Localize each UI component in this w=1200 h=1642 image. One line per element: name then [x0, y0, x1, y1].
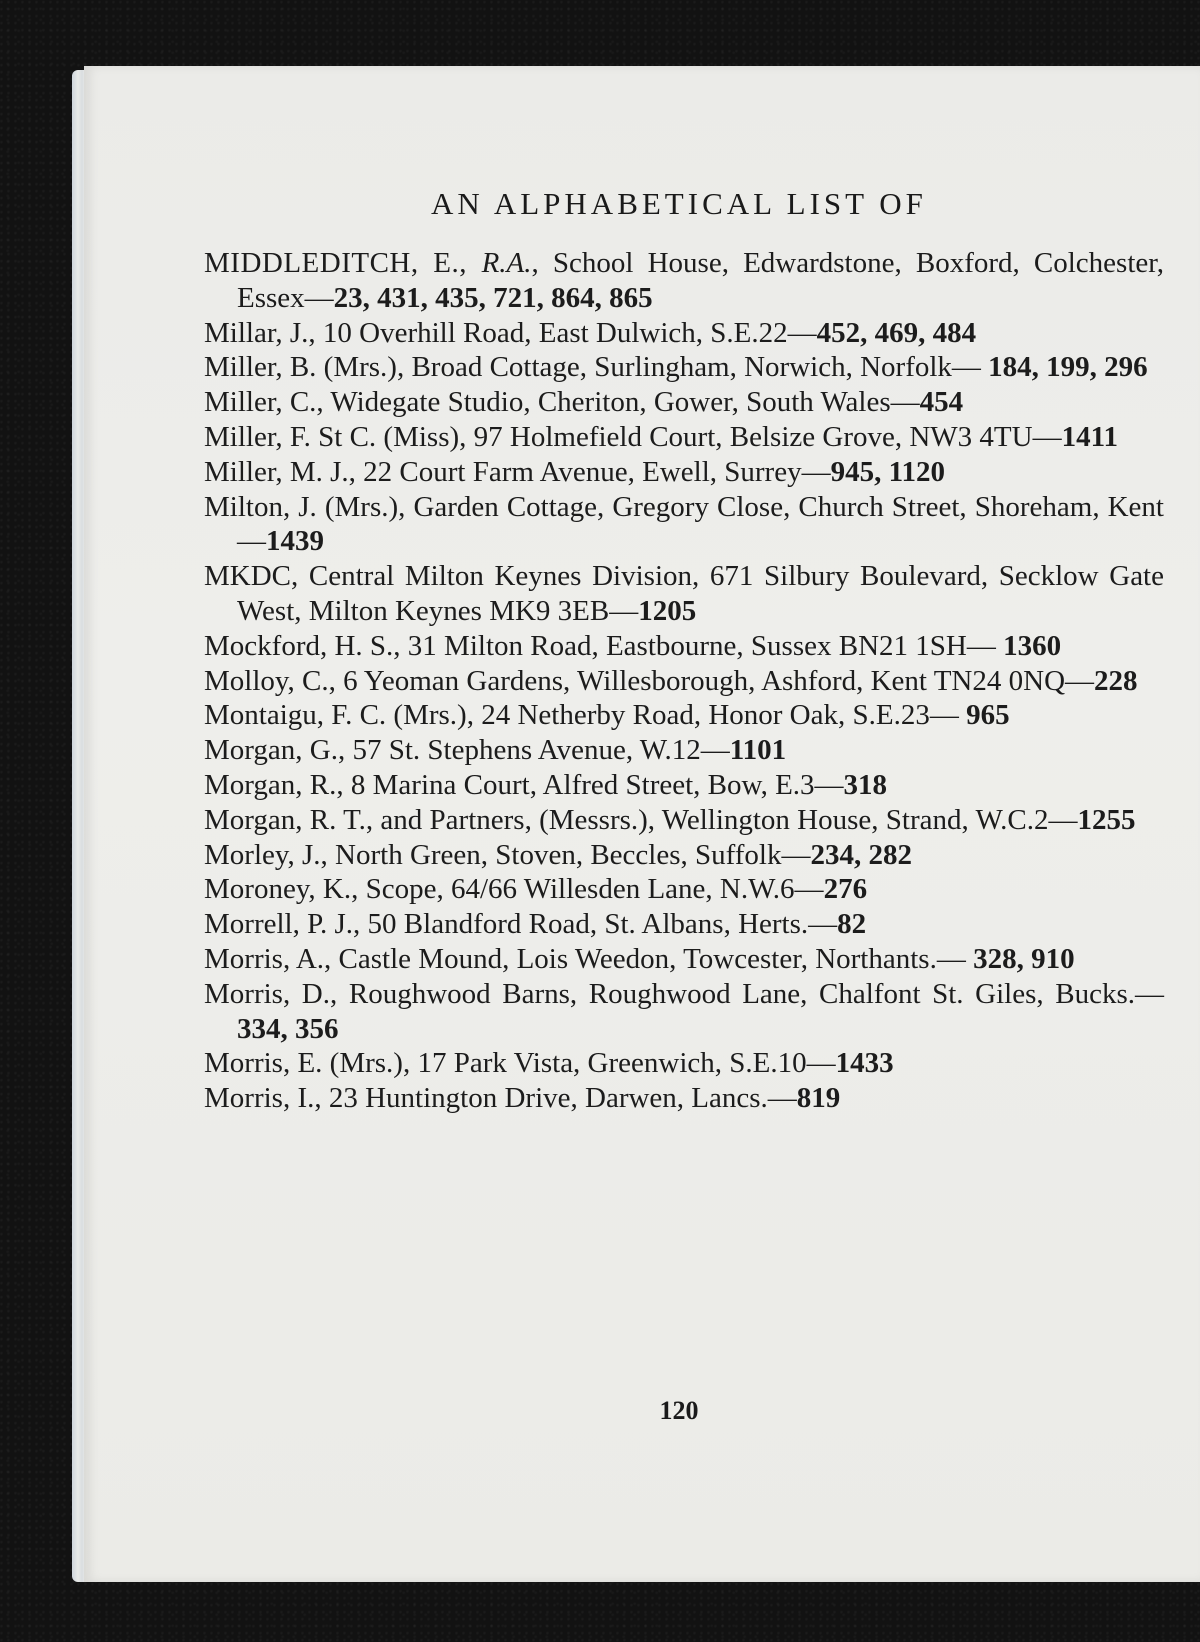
entry-refs: 82	[837, 908, 867, 941]
list-item	[204, 350, 1164, 385]
entry-name: Morris, A.,	[204, 942, 339, 975]
entry-name: MKDC,	[204, 560, 309, 593]
entry-address: 6 Yeoman Gardens, Willesborough, Ashford, Kent TN24 0NQ—	[343, 664, 1095, 697]
entry-name: Morrell, P. J.,	[204, 908, 368, 941]
entry-refs: 334, 356	[237, 1012, 339, 1045]
list-item	[204, 316, 1164, 351]
entry-refs: 1433	[835, 1047, 894, 1080]
list-item	[204, 768, 1164, 803]
entry-name: Montaigu, F. C. (Mrs.),	[204, 699, 482, 732]
list-item	[204, 455, 1164, 490]
entry-name: Morgan, R. T.,	[204, 803, 381, 836]
entry-name: Molloy, C.,	[204, 664, 344, 697]
entry-refs: 1411	[1061, 420, 1118, 453]
entry-address: Central Milton Keynes Division, 671 Silbury Boulevard, Secklow Gate West, Milton Keynes MK9 3EB—	[237, 560, 1164, 627]
list-item	[204, 246, 1164, 316]
entry-name: Moroney, K.,	[204, 873, 366, 906]
entry-address: 23 Huntington Drive, Darwen, Lancs.—	[328, 1082, 797, 1115]
list-item	[204, 420, 1164, 455]
entry-refs: 234, 282	[810, 838, 912, 871]
entry-address: North Green, Stoven, Beccles, Suffolk—	[335, 838, 811, 871]
entry-address: Broad Cottage, Surlingham, Norwich, Norfolk—	[411, 351, 989, 384]
entry-address: Widegate Studio, Cheriton, Gower, South Wales—	[330, 386, 920, 419]
entry-name: Mockford, H. S.,	[204, 629, 408, 662]
list-item	[204, 907, 1164, 942]
entry-refs: 318	[843, 768, 888, 801]
list-item	[204, 629, 1164, 664]
list-item	[204, 664, 1164, 699]
entry-address: 31 Milton Road, Eastbourne, Sussex BN21 1SH—	[407, 629, 1004, 662]
entry-list	[204, 246, 1164, 1116]
entry-refs: 454	[919, 386, 964, 419]
entry-address: 57 St. Stephens Avenue, W.12—	[352, 734, 730, 767]
entry-address: 8 Marina Court, Alfred Street, Bow, E.3—	[350, 768, 844, 801]
entry-address: and Partners, (Messrs.), Wellington House, Strand, W.C.2—	[380, 803, 1078, 836]
entry-name: MIDDLEDITCH, E.,	[204, 247, 482, 279]
entry-refs: 228	[1094, 664, 1138, 697]
list-item	[204, 803, 1164, 838]
list-item	[204, 942, 1164, 977]
entry-address: Garden Cottage, Gregory Close, Church Street, Shoreham, Kent—	[237, 490, 1164, 558]
entry-refs: 1439	[266, 525, 324, 558]
entry-refs: 23, 431, 435, 721, 864, 865	[333, 281, 653, 314]
list-item	[204, 490, 1164, 560]
entry-name: Morris, D.,	[204, 977, 349, 1010]
entry-name: Morley, J.,	[204, 838, 336, 871]
entry-refs: 1360	[1003, 629, 1062, 662]
entry-name: Miller, F. St C. (Miss),	[204, 420, 474, 453]
entry-address: 24 Netherby Road, Honor Oak, S.E.23—	[481, 699, 967, 732]
entry-refs: 1101	[729, 734, 787, 767]
entry-refs: 276	[823, 873, 868, 906]
list-item	[204, 1046, 1164, 1081]
entry-name: Miller, M. J.,	[204, 455, 364, 488]
entry-refs: 1205	[638, 594, 697, 627]
entry-address: 10 Overhill Road, East Dulwich, S.E.22—	[322, 316, 817, 349]
entry-name: Millar, J.,	[204, 316, 323, 349]
entry-address: 17 Park Vista, Greenwich, S.E.10—	[417, 1047, 836, 1080]
entry-title: R.A.	[481, 247, 532, 279]
entry-refs: 452, 469, 484	[816, 316, 977, 349]
list-item	[204, 559, 1164, 629]
list-item	[204, 838, 1164, 873]
entry-name: Milton, J. (Mrs.),	[204, 490, 414, 523]
list-item	[204, 1081, 1164, 1116]
entry-refs: 328, 910	[973, 942, 1075, 975]
entry-name: Morgan, G.,	[204, 734, 353, 767]
entry-address: 97 Holmefield Court, Belsize Grove, NW3 4TU—	[473, 420, 1062, 453]
entry-address: 22 Court Farm Avenue, Ewell, Surrey—	[363, 455, 831, 488]
page-number: 120	[659, 1396, 699, 1425]
entry-refs: 184, 199, 296	[988, 351, 1148, 384]
entry-refs: 965	[966, 699, 1010, 732]
entry-refs: 819	[796, 1082, 841, 1115]
entry-refs: 1255	[1077, 803, 1136, 836]
running-heading: AN ALPHABETICAL LIST OF	[431, 186, 927, 221]
entry-address: Scope, 64/66 Willesden Lane, N.W.6—	[365, 873, 824, 906]
book-page	[84, 66, 1200, 1582]
entry-address: Roughwood Barns, Roughwood Lane, Chalfont St. Giles, Bucks.—	[348, 977, 1164, 1010]
entry-name: Miller, C.,	[204, 386, 331, 419]
list-item	[204, 872, 1164, 907]
list-item	[204, 977, 1164, 1047]
entry-name: Morris, E. (Mrs.),	[204, 1047, 418, 1080]
entry-refs: 945, 1120	[830, 455, 945, 488]
entry-address: 50 Blandford Road, St. Albans, Herts.—	[367, 908, 838, 941]
entry-address: , School House, Edwardstone, Boxford, Colchester, Essex—	[237, 247, 1164, 314]
entry-name: Morris, I.,	[204, 1082, 329, 1115]
entry-name: Morgan, R.,	[204, 768, 351, 801]
list-item	[204, 733, 1164, 768]
list-item	[204, 698, 1164, 733]
list-item	[204, 385, 1164, 420]
entry-name: Miller, B. (Mrs.),	[204, 351, 412, 384]
entry-address: Castle Mound, Lois Weedon, Towcester, Northants.—	[338, 942, 974, 975]
